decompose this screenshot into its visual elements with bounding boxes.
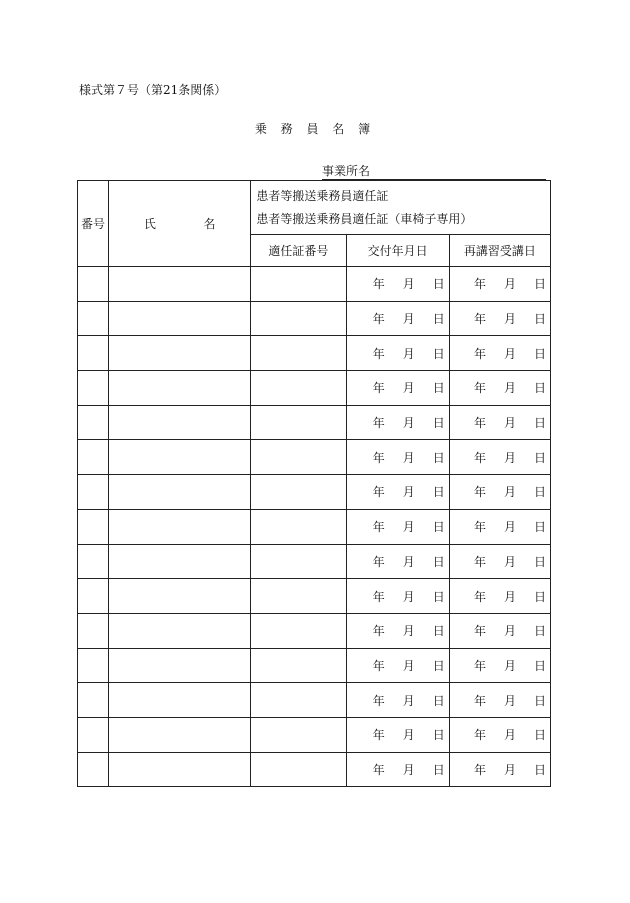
- number-cell[interactable]: [78, 301, 109, 336]
- date-year-unit: 年: [473, 381, 486, 396]
- date-day-unit: 日: [533, 520, 546, 535]
- name-cell[interactable]: [109, 544, 251, 579]
- table-row: [78, 371, 551, 406]
- date-year-unit: 年: [372, 589, 385, 604]
- table-row: [78, 579, 551, 614]
- cert-number-cell[interactable]: [251, 752, 346, 787]
- table-row: [78, 475, 551, 510]
- cert-number-cell[interactable]: [251, 613, 346, 648]
- cert-number-cell[interactable]: [251, 648, 346, 683]
- date-day-unit: 日: [432, 312, 445, 327]
- number-header: 番号: [78, 181, 109, 267]
- retrain-date-cell[interactable]: [449, 752, 550, 787]
- name-cell[interactable]: [109, 301, 251, 336]
- name-cell[interactable]: [109, 613, 251, 648]
- table-row: [78, 440, 551, 475]
- table-row: [78, 509, 551, 544]
- date-day-unit: 日: [533, 728, 546, 743]
- date-year-unit: 年: [372, 728, 385, 743]
- date-day-unit: 日: [533, 693, 546, 708]
- date-year-unit: 年: [473, 589, 486, 604]
- number-cell[interactable]: [78, 579, 109, 614]
- issue-date-cell[interactable]: [346, 509, 449, 544]
- number-cell[interactable]: [78, 752, 109, 787]
- date-month-unit: 月: [402, 277, 415, 292]
- date-month-unit: 月: [402, 762, 415, 777]
- date-month-unit: 月: [503, 277, 516, 292]
- date-day-unit: 日: [432, 416, 445, 431]
- date-day-unit: 日: [533, 658, 546, 673]
- cert-number-cell[interactable]: [251, 579, 346, 614]
- cert-number-cell[interactable]: [251, 301, 346, 336]
- date-day-unit: 日: [432, 381, 445, 396]
- date-month-unit: 月: [402, 728, 415, 743]
- retrain-date-cell[interactable]: [449, 579, 550, 614]
- name-cell[interactable]: [109, 336, 251, 371]
- date-day-unit: 日: [432, 485, 445, 500]
- document-title: 乗 務 員 名 簿: [254, 122, 376, 136]
- date-month-unit: 月: [503, 658, 516, 673]
- name-header-part-2: 名: [203, 217, 216, 231]
- date-month-unit: 月: [402, 450, 415, 465]
- number-cell[interactable]: [78, 544, 109, 579]
- date-day-unit: 日: [533, 762, 546, 777]
- date-year-unit: 年: [473, 728, 486, 743]
- issue-date-cell[interactable]: [346, 613, 449, 648]
- name-cell[interactable]: [109, 717, 251, 752]
- retrain-date-cell[interactable]: [449, 440, 550, 475]
- retrain-date-cell[interactable]: [449, 613, 550, 648]
- date-month-unit: 月: [503, 450, 516, 465]
- date-month-unit: 月: [402, 312, 415, 327]
- retrain-date-cell[interactable]: [449, 336, 550, 371]
- cert-type-header: [251, 181, 551, 235]
- date-month-unit: 月: [503, 416, 516, 431]
- number-cell[interactable]: [78, 509, 109, 544]
- name-cell[interactable]: [109, 267, 251, 302]
- issue-date-cell[interactable]: [346, 301, 449, 336]
- date-year-unit: 年: [372, 312, 385, 327]
- date-month-unit: 月: [503, 381, 516, 396]
- table-row: [78, 544, 551, 579]
- date-month-unit: 月: [402, 520, 415, 535]
- date-year-unit: 年: [473, 624, 486, 639]
- table-row: [78, 336, 551, 371]
- retrain-date-cell[interactable]: [449, 717, 550, 752]
- issue-date-cell[interactable]: [346, 717, 449, 752]
- retrain-date-cell[interactable]: [449, 267, 550, 302]
- date-month-unit: 月: [402, 381, 415, 396]
- date-day-unit: 日: [432, 728, 445, 743]
- retrain-date-cell[interactable]: [449, 371, 550, 406]
- table-row: [78, 648, 551, 683]
- date-day-unit: 日: [533, 346, 546, 361]
- cert-type-1: 患者等搬送乗務員適任証: [256, 188, 389, 203]
- date-month-unit: 月: [503, 520, 516, 535]
- table-row: [78, 717, 551, 752]
- date-year-unit: 年: [473, 520, 486, 535]
- date-month-unit: 月: [503, 485, 516, 500]
- date-year-unit: 年: [473, 312, 486, 327]
- table-row: [78, 683, 551, 718]
- table-row: [78, 752, 551, 787]
- form-number: 様式第７号（第21条関係）: [79, 83, 227, 97]
- retrain-date-cell[interactable]: [449, 544, 550, 579]
- date-month-unit: 月: [503, 693, 516, 708]
- date-year-unit: 年: [372, 554, 385, 569]
- date-day-unit: 日: [533, 450, 546, 465]
- date-day-unit: 日: [533, 381, 546, 396]
- table-row: [78, 613, 551, 648]
- issue-date-cell[interactable]: [346, 405, 449, 440]
- date-day-unit: 日: [533, 277, 546, 292]
- date-year-unit: 年: [372, 693, 385, 708]
- date-day-unit: 日: [432, 589, 445, 604]
- date-year-unit: 年: [372, 485, 385, 500]
- date-month-unit: 月: [503, 728, 516, 743]
- table-row: [78, 405, 551, 440]
- crew-roster-table: [77, 180, 551, 787]
- name-cell[interactable]: [109, 648, 251, 683]
- date-year-unit: 年: [372, 624, 385, 639]
- date-year-unit: 年: [372, 346, 385, 361]
- date-month-unit: 月: [402, 416, 415, 431]
- date-month-unit: 月: [402, 554, 415, 569]
- date-year-unit: 年: [372, 450, 385, 465]
- number-cell[interactable]: [78, 648, 109, 683]
- number-cell[interactable]: [78, 267, 109, 302]
- name-cell[interactable]: [109, 683, 251, 718]
- date-year-unit: 年: [372, 658, 385, 673]
- date-day-unit: 日: [533, 312, 546, 327]
- name-cell[interactable]: [109, 752, 251, 787]
- name-header: [109, 181, 251, 267]
- cert-number-cell[interactable]: [251, 336, 346, 371]
- date-year-unit: 年: [372, 520, 385, 535]
- date-day-unit: 日: [533, 554, 546, 569]
- number-cell[interactable]: [78, 475, 109, 510]
- date-month-unit: 月: [402, 693, 415, 708]
- issue-date-cell[interactable]: [346, 475, 449, 510]
- date-day-unit: 日: [432, 277, 445, 292]
- issue-date-cell[interactable]: [346, 683, 449, 718]
- date-month-unit: 月: [402, 589, 415, 604]
- date-day-unit: 日: [432, 346, 445, 361]
- name-header-part-1: 氏: [143, 217, 156, 231]
- issue-date-cell[interactable]: [346, 267, 449, 302]
- cert-number-cell[interactable]: [251, 405, 346, 440]
- cert-number-cell[interactable]: [251, 544, 346, 579]
- date-year-unit: 年: [473, 554, 486, 569]
- date-year-unit: 年: [473, 693, 486, 708]
- date-day-unit: 日: [432, 658, 445, 673]
- issue-date-cell[interactable]: [346, 579, 449, 614]
- cert-number-cell[interactable]: [251, 440, 346, 475]
- date-day-unit: 日: [432, 762, 445, 777]
- date-month-unit: 月: [402, 624, 415, 639]
- date-year-unit: 年: [473, 346, 486, 361]
- name-cell[interactable]: [109, 440, 251, 475]
- date-month-unit: 月: [503, 762, 516, 777]
- date-day-unit: 日: [533, 624, 546, 639]
- cert-type-2: 患者等搬送乗務員適任証（車椅子専用）: [256, 211, 473, 226]
- retrain-date-cell[interactable]: [449, 475, 550, 510]
- name-cell[interactable]: [109, 371, 251, 406]
- date-month-unit: 月: [402, 485, 415, 500]
- issue-date-cell[interactable]: [346, 544, 449, 579]
- date-day-unit: 日: [432, 450, 445, 465]
- name-cell[interactable]: [109, 509, 251, 544]
- number-cell[interactable]: [78, 336, 109, 371]
- date-year-unit: 年: [372, 277, 385, 292]
- date-year-unit: 年: [372, 381, 385, 396]
- date-year-unit: 年: [473, 762, 486, 777]
- date-month-unit: 月: [402, 658, 415, 673]
- date-year-unit: 年: [473, 450, 486, 465]
- retrain-date-cell[interactable]: [449, 301, 550, 336]
- cert-number-cell[interactable]: [251, 371, 346, 406]
- date-day-unit: 日: [432, 624, 445, 639]
- date-year-unit: 年: [473, 485, 486, 500]
- date-day-unit: 日: [432, 554, 445, 569]
- retrain-date-cell[interactable]: [449, 648, 550, 683]
- date-day-unit: 日: [432, 520, 445, 535]
- table-row: [78, 301, 551, 336]
- name-cell[interactable]: [109, 475, 251, 510]
- date-day-unit: 日: [432, 693, 445, 708]
- date-month-unit: 月: [503, 589, 516, 604]
- date-year-unit: 年: [473, 658, 486, 673]
- date-month-unit: 月: [503, 624, 516, 639]
- issue-date-cell[interactable]: [346, 440, 449, 475]
- date-year-unit: 年: [473, 277, 486, 292]
- issue-date-header: 交付年月日: [346, 235, 449, 267]
- date-month-unit: 月: [503, 346, 516, 361]
- date-day-unit: 日: [533, 416, 546, 431]
- cert-number-cell[interactable]: [251, 509, 346, 544]
- number-cell[interactable]: [78, 683, 109, 718]
- roster-body: [78, 267, 551, 787]
- issue-date-cell[interactable]: [346, 336, 449, 371]
- date-year-unit: 年: [372, 416, 385, 431]
- number-cell[interactable]: [78, 371, 109, 406]
- table-row: [78, 267, 551, 302]
- number-cell[interactable]: [78, 405, 109, 440]
- cert-number-cell[interactable]: [251, 717, 346, 752]
- number-cell[interactable]: [78, 717, 109, 752]
- date-year-unit: 年: [473, 416, 486, 431]
- number-cell[interactable]: [78, 613, 109, 648]
- date-day-unit: 日: [533, 485, 546, 500]
- issue-date-cell[interactable]: [346, 752, 449, 787]
- office-name-field[interactable]: [322, 164, 546, 180]
- issue-date-cell[interactable]: [346, 648, 449, 683]
- date-month-unit: 月: [402, 346, 415, 361]
- number-cell[interactable]: [78, 440, 109, 475]
- retrain-date-cell[interactable]: [449, 509, 550, 544]
- date-month-unit: 月: [503, 554, 516, 569]
- name-cell[interactable]: [109, 579, 251, 614]
- date-day-unit: 日: [533, 589, 546, 604]
- retrain-date-cell[interactable]: [449, 683, 550, 718]
- cert-number-header: 適任証番号: [251, 235, 346, 267]
- name-cell[interactable]: [109, 405, 251, 440]
- date-year-unit: 年: [372, 762, 385, 777]
- retrain-date-header: 再講習受講日: [449, 235, 550, 267]
- cert-number-cell[interactable]: [251, 267, 346, 302]
- issue-date-cell[interactable]: [346, 371, 449, 406]
- cert-number-cell[interactable]: [251, 475, 346, 510]
- retrain-date-cell[interactable]: [449, 405, 550, 440]
- cert-number-cell[interactable]: [251, 683, 346, 718]
- office-name-label: 事業所名: [322, 164, 371, 178]
- date-month-unit: 月: [503, 312, 516, 327]
